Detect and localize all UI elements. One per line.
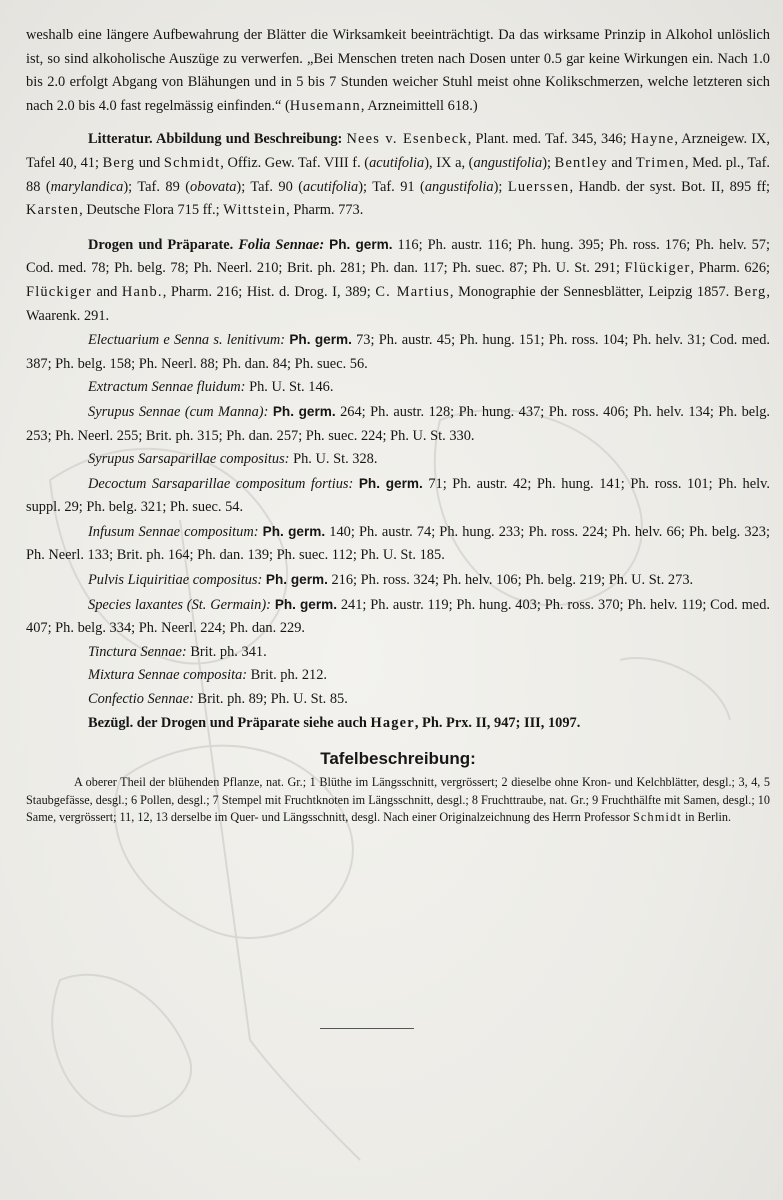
ref-text: , Waarenk. 291. — [26, 283, 770, 324]
author-name: C. Martius — [375, 283, 450, 300]
ph-germ-label: Ph. germ. — [262, 523, 326, 539]
preparation-refs: 140; Ph. austr. 74; Ph. hung. 233; Ph. ross. 224; Ph. helv. 66; Ph. belg. 323; Ph. Neerl. 133; Brit. ph. 164; Ph. dan. 139; Ph. suec. 112; Ph. U. St. 185. — [26, 523, 770, 564]
litteratur-paragraph — [26, 128, 770, 222]
preparation-refs: Brit. ph. 341. — [186, 643, 267, 660]
preparation-refs: 241; Ph. austr. 119; Ph. hung. 403; Ph. ross. 370; Ph. helv. 119; Cod. med. 407; Ph. belg. 334; Ph. Neerl. 224; Ph. dan. 229. — [26, 596, 770, 637]
preparation-name: Decoctum Sarsaparillae compositum fortius: — [88, 475, 354, 492]
preparation-entry — [26, 568, 770, 593]
intro-text: weshalb eine längere Aufbewahrung der Blätter die Wirksamkeit beeinträchtigt. Da das wirksame Prinzip in Alkohol unlöslich ist, so sind alkoholische Auszüge zu verwerfen. „Bei Menschen treten nach Dosen unter 0.5 gar keine Wirkungen ein. Nach 1.0 bis 2.0 erfolgt Abgang von Blähungen und in 5 bis 7 Stunden weicher Stuhl meist ohne Kolikschmerzen, welche letzteren sich nach 2.0 bis 4.0 fast regelmässig einfinden.“ ( — [26, 27, 770, 114]
intro-text-end: , Arzneimittell 618.) — [360, 97, 478, 114]
preparation-name: Species laxantes (St. Germain): — [88, 596, 271, 613]
ref-text: ); — [493, 178, 508, 195]
ref-text: and — [91, 283, 122, 300]
bezugl-text: Bezügl. der Drogen und Präparate siehe auch — [88, 714, 371, 731]
author-name: Hayne — [630, 131, 675, 148]
ph-germ-label: Ph. germ. — [289, 332, 352, 348]
intro-paragraph — [26, 24, 770, 118]
author-name: Flückiger — [26, 283, 92, 300]
preparation-refs: Brit. ph. 212. — [247, 667, 328, 684]
author-name: Schmidt — [163, 154, 221, 171]
ph-germ-label: Ph. germ. — [274, 596, 337, 612]
preparation-entry — [26, 472, 770, 520]
author-name: Berg — [733, 283, 767, 300]
preparation-name: Syrupus Sennae (cum Manna): — [88, 403, 269, 420]
tafel-body-end: in Berlin. — [681, 810, 732, 825]
page-text — [26, 24, 770, 827]
ref-text: ); Taf. 89 ( — [123, 178, 191, 195]
preparation-entry — [26, 328, 770, 376]
preparation-name: Confectio Sennae: — [88, 691, 194, 708]
species-epithet: acutifolia — [369, 154, 425, 171]
bezugl-line — [26, 712, 770, 736]
species-epithet: marylandica — [50, 178, 124, 195]
preparation-entry — [26, 520, 770, 568]
preparation-refs: 73; Ph. austr. 45; Ph. hung. 151; Ph. ross. 104; Ph. helv. 31; Cod. med. 387; Ph. belg. 158; Ph. Neerl. 88; Ph. dan. 84; Ph. suec. 56. — [26, 332, 770, 372]
species-epithet: angustifolia — [424, 178, 494, 195]
author-name: Hager — [370, 714, 415, 731]
ref-text: , Handb. der syst. Bot. II, 895 ff; — [569, 178, 771, 195]
species-epithet: acutifolia — [303, 178, 359, 195]
preparation-entry — [26, 688, 770, 712]
preparation-entry — [26, 400, 770, 448]
preparation-name: Syrupus Sarsaparillae compositus: — [88, 451, 290, 468]
species-epithet: obovata — [190, 178, 237, 195]
tafel-body-text: A oberer Theil der blühenden Pflanze, nat. Gr.; 1 Blüthe im Längsschnitt, vergrössert; 2 dieselbe ohne Kron- und Kelchblätter, desgl.; 3, 4, 5 Staubgefässe, desgl.; 6 Pollen, desgl.; 7 Stempel mit Fruchtknoten im Längsschnitt, desgl.; 8 Fruchttraube, nat. Gr.; 9 Fruchthälfte mit Samen, desgl.; 10 Same, vergrössert; 11, 12, 13 derselbe im Quer- und Längsschnitt, desgl. Nach einer Originalzeichnung des Herrn Professor — [26, 775, 770, 825]
preparation-name: Mixtura Sennae composita: — [88, 667, 248, 684]
ref-text: , Pharm. 216; Hist. d. Drog. I, 389; — [162, 283, 376, 300]
author-name: Luerssen — [507, 178, 570, 195]
preparation-name: Tinctura Sennae: — [88, 643, 187, 660]
author-name: Bentley — [554, 154, 608, 171]
preparation-entry — [26, 664, 770, 688]
bezugl-ref: , Ph. Prx. II, 947; III, 1097. — [414, 714, 581, 731]
preparation-refs: 71; Ph. austr. 42; Ph. hung. 141; Ph. ross. 101; Ph. helv. suppl. 29; Ph. belg. 321; Ph. suec. 54. — [26, 475, 770, 516]
ph-germ-label: Ph. germ. — [272, 403, 336, 419]
preparation-entry — [26, 593, 770, 641]
preparation-refs: Ph. U. St. 328. — [289, 451, 378, 468]
preparation-entry — [26, 448, 770, 472]
ref-text: and — [607, 154, 636, 171]
preparation-entry — [26, 641, 770, 665]
preparations-list — [26, 328, 770, 712]
author-name: Berg — [102, 154, 136, 171]
author-name: Nees v. Esenbeck — [346, 131, 468, 148]
ref-text: , Arzneigew. IX, Tafel 40, 41; — [26, 131, 770, 171]
author-name: Trimen — [635, 154, 685, 171]
author-name: Hanb. — [121, 283, 163, 300]
ref-text: und — [135, 154, 164, 171]
preparation-name: Electuarium e Senna s. lenitivum: — [88, 332, 286, 349]
preparation-refs: 216; Ph. ross. 324; Ph. helv. 106; Ph. belg. 219; Ph. U. St. 273. — [327, 572, 694, 589]
ph-germ-label: Ph. germ. — [358, 475, 423, 491]
ref-text: , Deutsche Flora 715 ff.; — [79, 202, 224, 219]
preparation-name: Infusum Sennae compositum: — [88, 523, 259, 540]
author-name: Karsten — [26, 202, 80, 219]
author-name: Flückiger — [624, 260, 691, 277]
drogen-paragraph — [26, 233, 770, 328]
preparation-refs: Brit. ph. 89; Ph. U. St. 85. — [193, 691, 348, 708]
litteratur-heading: Litteratur. Abbildung und Beschreibung: — [88, 131, 343, 148]
closing-rule — [320, 1028, 414, 1029]
author-name: Schmidt — [632, 810, 682, 825]
ref-text: ); — [542, 154, 555, 171]
tafel-description — [26, 774, 770, 827]
tafel-title: Tafelbeschreibung: — [320, 749, 476, 769]
author-name: Wittstein — [223, 202, 287, 219]
species-epithet: angustifolia — [473, 154, 543, 171]
preparation-name: Pulvis Liquiritiae compositus: — [88, 572, 263, 589]
ref-text: ); Taf. 91 ( — [358, 178, 425, 195]
preparation-refs: 264; Ph. austr. 128; Ph. hung. 437; Ph. ross. 406; Ph. helv. 134; Ph. belg. 253; Ph. Neerl. 255; Brit. ph. 315; Ph. dan. 257; Ph. suec. 224; Ph. U. St. 330. — [26, 403, 770, 444]
preparation-name: Extractum Sennae fluidum: — [88, 379, 246, 396]
ph-germ-label: Ph. germ. — [329, 236, 393, 252]
author-name: Husemann — [289, 97, 361, 114]
ref-text: ); Taf. 90 ( — [236, 178, 304, 195]
preparation-refs: Ph. U. St. 146. — [245, 379, 334, 396]
ref-text: , Plant. med. Taf. 345, 346; — [467, 131, 631, 148]
preparation-name: Folia Sennae: — [238, 236, 325, 253]
ref-text: ), IX a, ( — [424, 154, 474, 171]
ref-text: , Offiz. Gew. Taf. VIII f. ( — [220, 154, 370, 171]
ref-text: , Monographie der Sennesblätter, Leipzig 1857. — [449, 283, 734, 300]
preparation-entry — [26, 376, 770, 400]
drogen-heading: Drogen und Präparate. — [88, 236, 234, 253]
ref-text: , Pharm. 773. — [286, 202, 364, 219]
ref-text: , Med. pl., Taf. 88 ( — [26, 154, 770, 195]
ref-text: , Pharm. 626; — [690, 260, 771, 277]
ref-text: 116; Ph. austr. 116; Ph. hung. 395; Ph. ross. 176; Ph. helv. 57; Cod. med. 78; Ph. belg. 78; Ph. Neerl. 210; Brit. ph. 281; Ph. dan. 117; Ph. suec. 87; Ph. U. St. 291; — [26, 236, 770, 277]
ph-germ-label: Ph. germ. — [265, 572, 328, 588]
